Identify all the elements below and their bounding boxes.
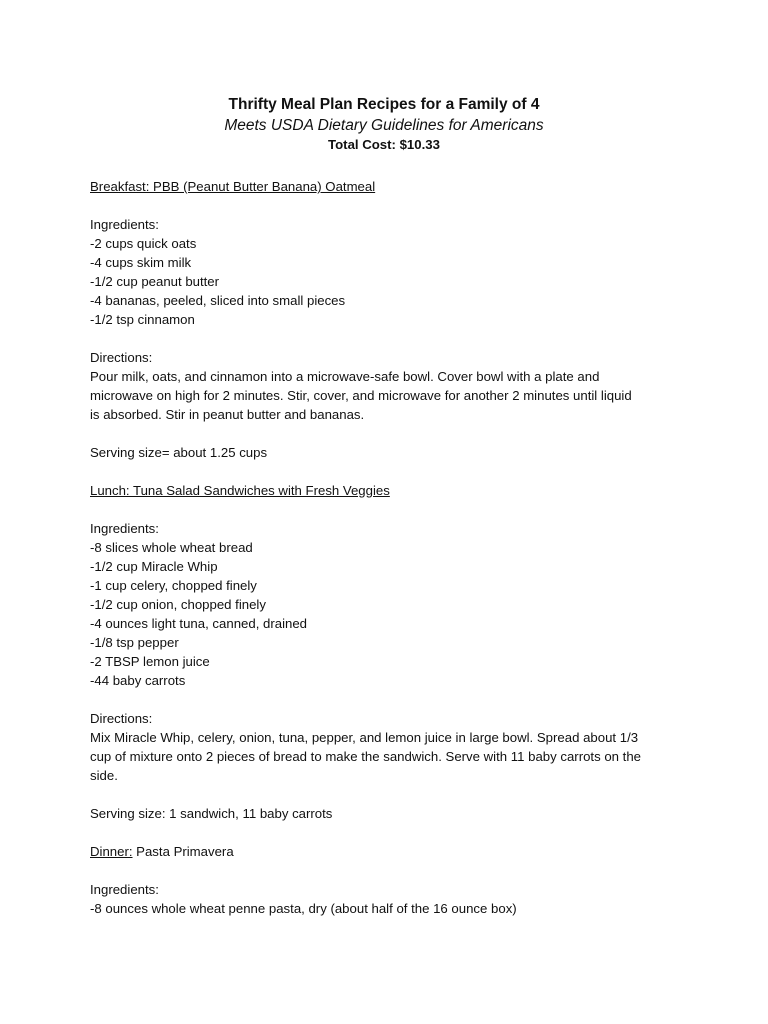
dinner-heading [90, 842, 690, 861]
breakfast-directions-label: Directions: [90, 350, 153, 365]
spacer [90, 329, 690, 348]
document-subtitle: Meets USDA Dietary Guidelines for Americans [224, 117, 544, 134]
document-title: Thrifty Meal Plan Recipes for a Family of 4 [228, 96, 540, 113]
lunch-ingredient: -2 TBSP lemon juice [90, 654, 210, 669]
lunch-ingredient: -1/2 cup Miracle Whip [90, 559, 218, 574]
lunch-directions-line: side. [90, 768, 118, 783]
breakfast-ingredient: -4 bananas, peeled, sliced into small pieces [90, 293, 346, 308]
total-cost: Total Cost: $10.33 [328, 137, 440, 152]
lunch-ingredient: -4 ounces light tuna, canned, drained [90, 616, 308, 631]
dinner-ingredients-label: Ingredients: [90, 882, 159, 897]
lunch-ingredient: -1/2 cup onion, chopped finely [90, 597, 266, 612]
spacer [90, 196, 690, 215]
lunch-directions-line: cup of mixture onto 2 pieces of bread to make the sandwich. Serve with 11 baby carrots on the [90, 749, 642, 764]
lunch-ingredient: -8 slices whole wheat bread [90, 540, 253, 555]
breakfast-directions-line: microwave on high for 2 minutes. Stir, cover, and microwave for another 2 minutes until liquid [90, 388, 632, 403]
spacer [90, 690, 690, 709]
breakfast-directions-line: Pour milk, oats, and cinnamon into a microwave-safe bowl. Cover bowl with a plate and [90, 369, 600, 384]
breakfast-ingredient: -4 cups skim milk [90, 255, 192, 270]
dinner-heading-label: Dinner: [90, 844, 133, 859]
spacer [90, 462, 690, 481]
document-header [0, 95, 768, 154]
breakfast-serving-size: Serving size= about 1.25 cups [90, 445, 268, 460]
lunch-directions-label: Directions: [90, 711, 153, 726]
lunch-ingredient: -1 cup celery, chopped finely [90, 578, 257, 593]
spacer [90, 424, 690, 443]
spacer [90, 861, 690, 880]
breakfast-ingredient: -2 cups quick oats [90, 236, 197, 251]
lunch-ingredient: -1/8 tsp pepper [90, 635, 179, 650]
breakfast-directions-line: is absorbed. Stir in peanut butter and bananas. [90, 407, 365, 422]
dinner-heading-name: Pasta Primavera [132, 844, 234, 859]
lunch-serving-size: Serving size: 1 sandwich, 11 baby carrots [90, 806, 333, 821]
breakfast-ingredient: -1/2 cup peanut butter [90, 274, 220, 289]
spacer [90, 823, 690, 842]
lunch-directions-line: Mix Miracle Whip, celery, onion, tuna, pepper, and lemon juice in large bowl. Spread about 1/3 [90, 730, 639, 745]
lunch-ingredient: -44 baby carrots [90, 673, 186, 688]
recipe-body [90, 177, 690, 918]
breakfast-heading: Breakfast: PBB (Peanut Butter Banana) Oatmeal [90, 179, 376, 194]
lunch-ingredients-label: Ingredients: [90, 521, 159, 536]
lunch-heading: Lunch: Tuna Salad Sandwiches with Fresh Veggies [90, 483, 390, 498]
spacer [90, 500, 690, 519]
spacer [90, 785, 690, 804]
breakfast-ingredient: -1/2 tsp cinnamon [90, 312, 195, 327]
dinner-ingredient: -8 ounces whole wheat penne pasta, dry (about half of the 16 ounce box) [90, 901, 517, 916]
breakfast-ingredients-label: Ingredients: [90, 217, 159, 232]
